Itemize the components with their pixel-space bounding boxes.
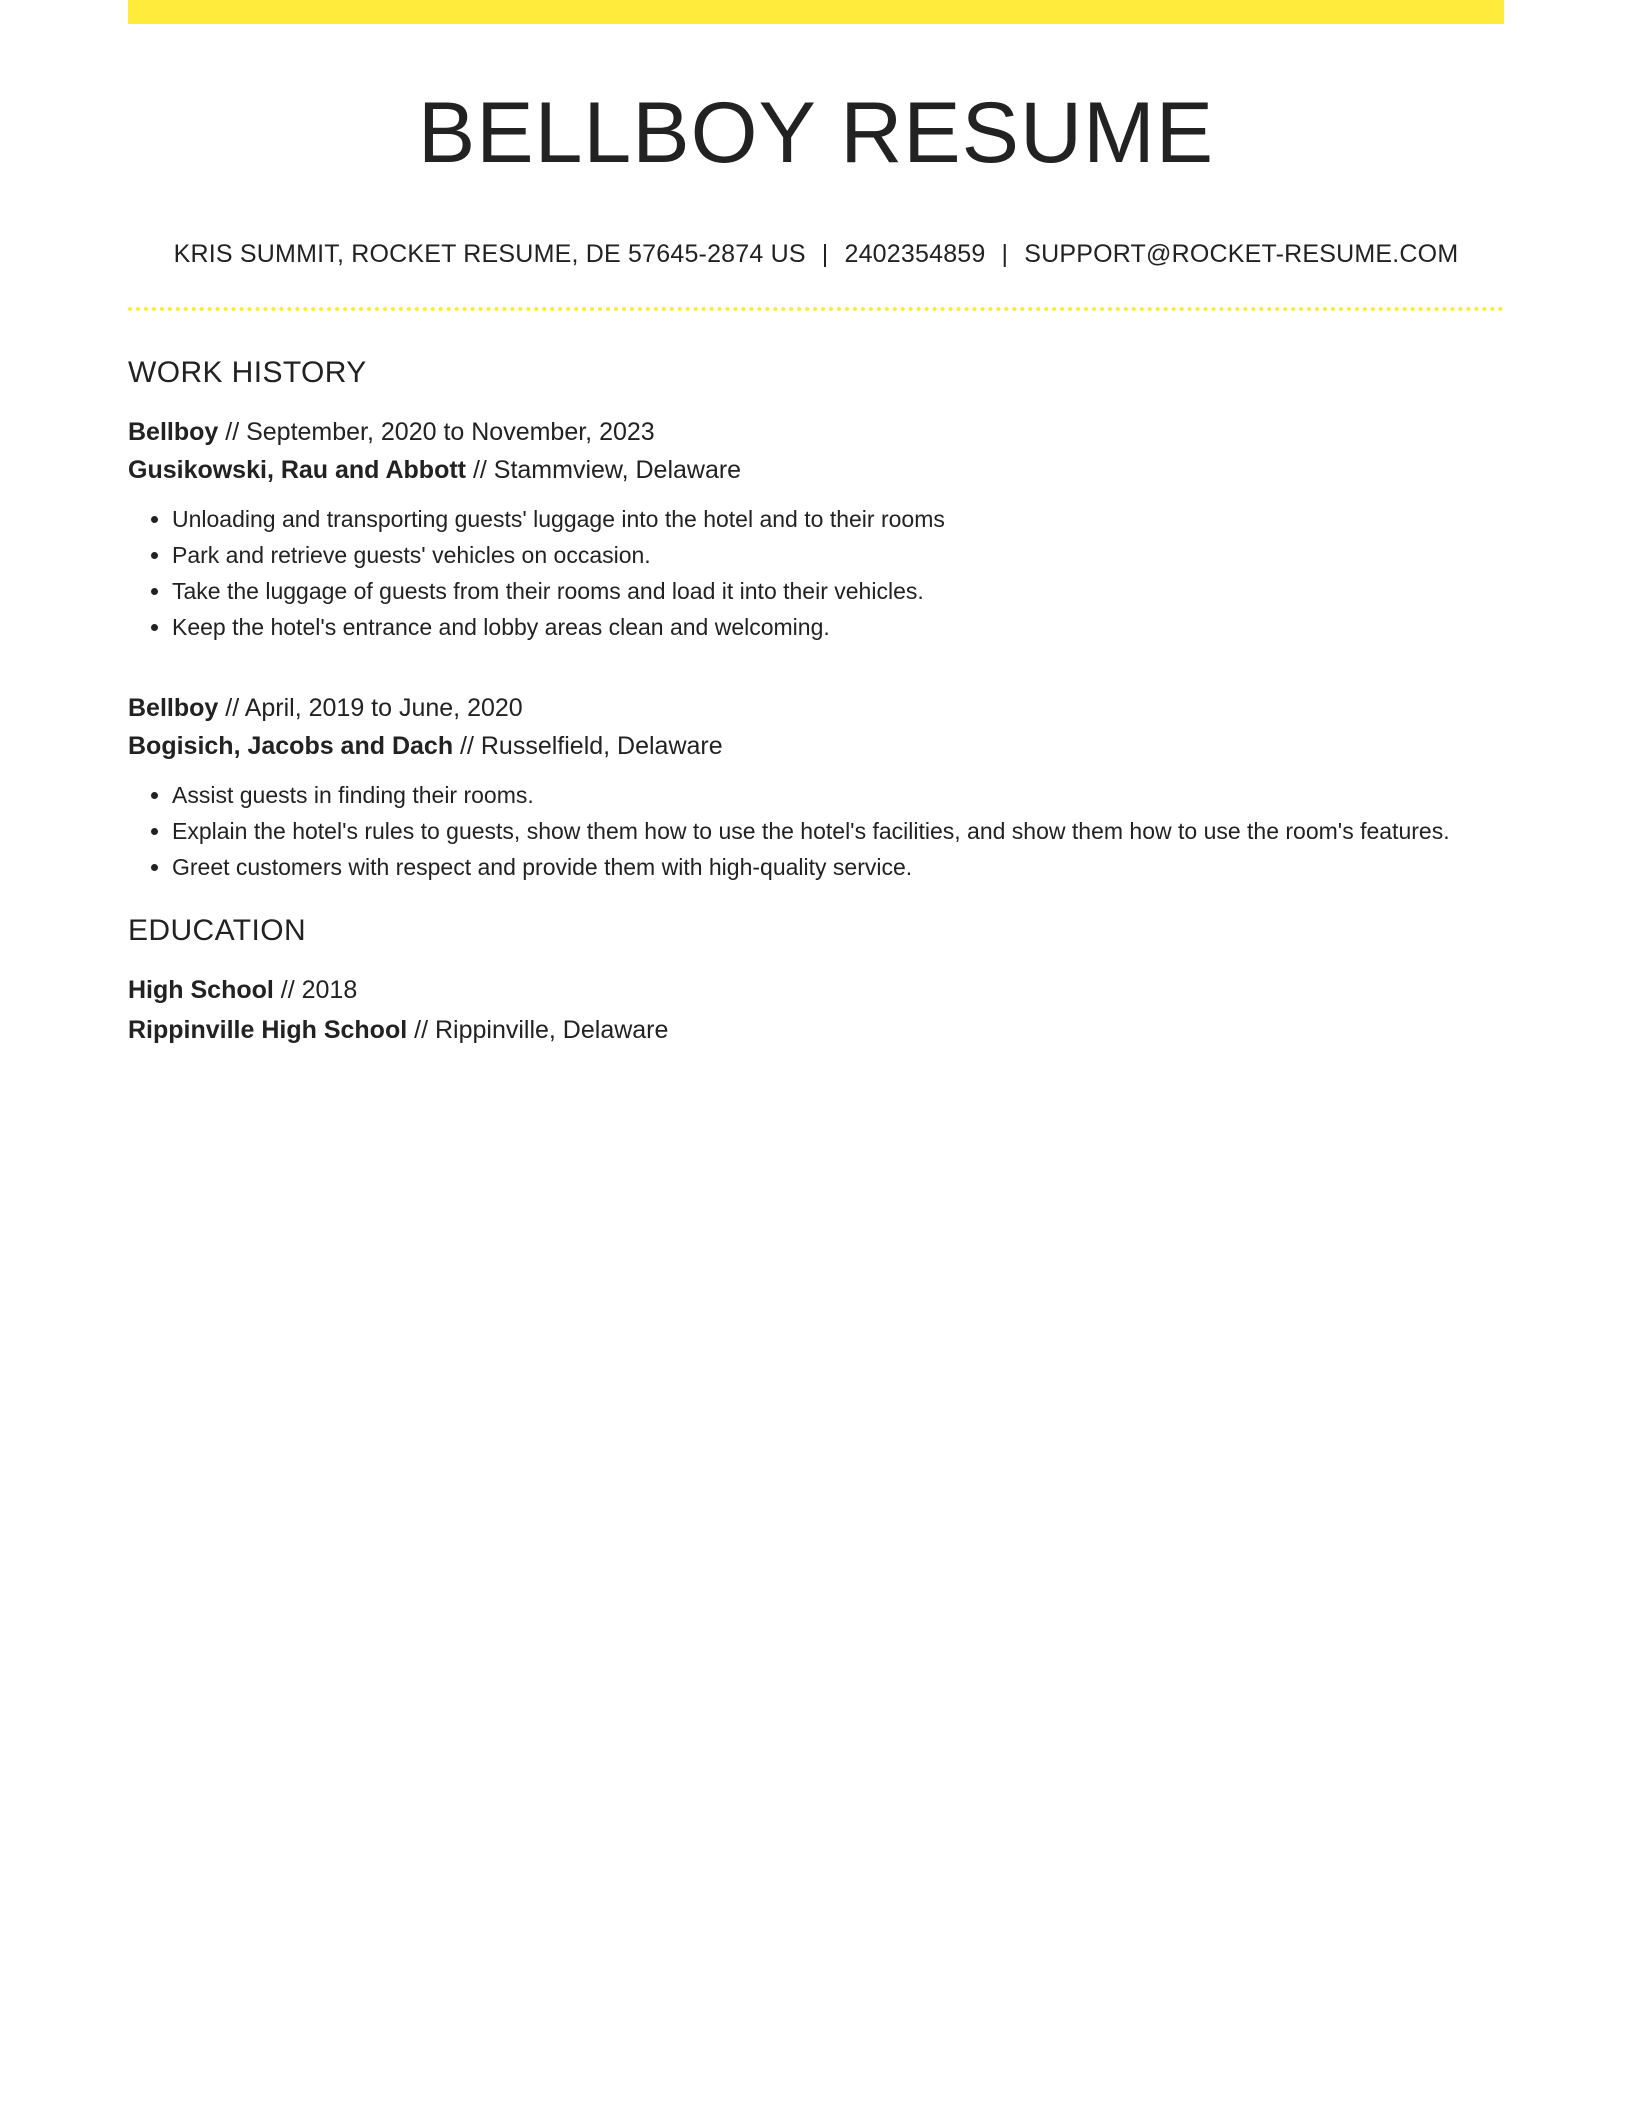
job-duty: • Take the luggage of guests from their rooms and load it into their vehicles. — [172, 573, 1504, 609]
job-role: Bellboy — [128, 693, 219, 722]
contact-email: SUPPORT@ROCKET-RESUME.COM — [1024, 239, 1459, 268]
job-company-line — [128, 451, 1504, 489]
education-heading: EDUCATION — [128, 913, 307, 947]
contact-separator: | — [821, 239, 829, 268]
job-company: Bogisich, Jacobs and Dach — [128, 731, 454, 760]
education-entry — [128, 971, 1504, 1049]
job-duty: • Greet customers with respect and provide them with high-quality service. — [172, 849, 1504, 885]
job-title-line — [128, 689, 1504, 727]
job-duties-list — [128, 501, 1504, 645]
job-duty: • Keep the hotel's entrance and lobby areas clean and welcoming. — [172, 609, 1504, 645]
job-company: Gusikowski, Rau and Abbott — [128, 455, 466, 484]
job-dates: // April, 2019 to June, 2020 — [218, 693, 523, 722]
contact-address: KRIS SUMMIT, ROCKET RESUME, DE 57645-2874 US — [173, 239, 806, 268]
job-entry — [128, 413, 1504, 645]
job-duty: • Park and retrieve guests' vehicles on occasion. — [172, 537, 1504, 573]
education-location: // Rippinville, Delaware — [407, 1015, 669, 1044]
job-role: Bellboy — [128, 417, 219, 446]
resume-title: BELLBOY RESUME — [417, 85, 1215, 181]
job-dates: // September, 2020 to November, 2023 — [218, 417, 655, 446]
contact-separator: | — [1001, 239, 1009, 268]
work-history-heading: WORK HISTORY — [128, 355, 367, 389]
job-duties-list — [128, 777, 1504, 885]
resume-page — [128, 0, 1504, 1049]
job-company-line — [128, 727, 1504, 765]
education-degree: High School — [128, 975, 274, 1004]
education-degree-line — [128, 971, 1504, 1009]
education-school: Rippinville High School — [128, 1015, 408, 1044]
job-duty: • Explain the hotel's rules to guests, show them how to use the hotel's facilities, and show them how to use the room's features. — [172, 813, 1504, 849]
education-school-line — [128, 1011, 1504, 1049]
job-title-line — [128, 413, 1504, 451]
contact-phone: 2402354859 — [844, 239, 986, 268]
job-entry — [128, 689, 1504, 885]
top-accent-bar — [128, 0, 1504, 24]
education-year: // 2018 — [273, 975, 358, 1004]
job-location: // Stammview, Delaware — [466, 455, 742, 484]
contact-line — [128, 239, 1504, 269]
dotted-divider — [128, 307, 1504, 311]
job-duty: • Assist guests in finding their rooms. — [172, 777, 1504, 813]
job-duty: • Unloading and transporting guests' luggage into the hotel and to their rooms — [172, 501, 1504, 537]
job-location: // Russelfield, Delaware — [453, 731, 723, 760]
